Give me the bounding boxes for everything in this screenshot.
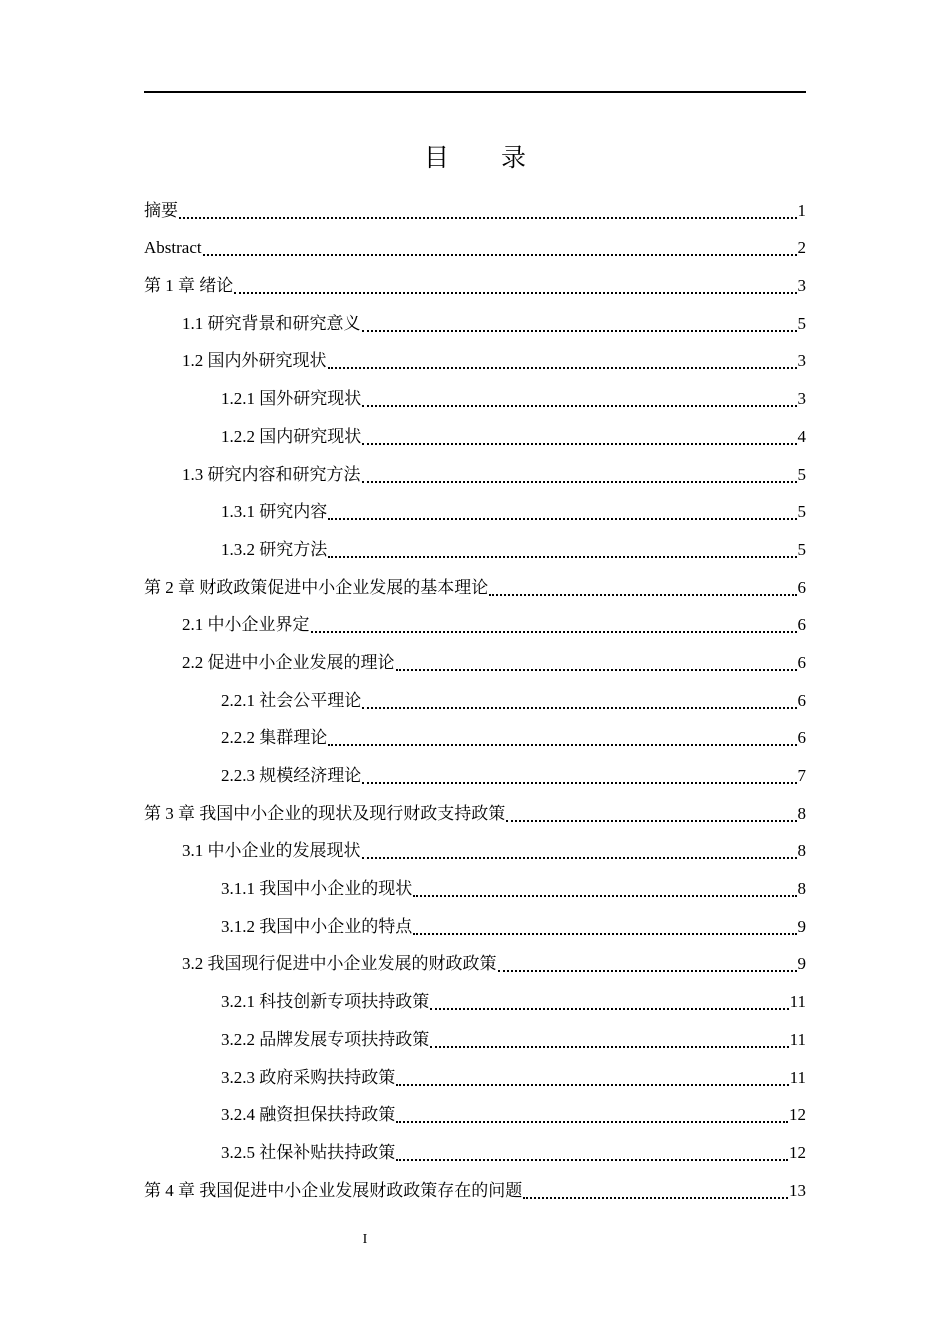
- toc-entry-label: 3.2.1 科技创新专项扶持政策: [221, 992, 430, 1012]
- toc-entry-page-number: 5: [797, 313, 806, 333]
- toc-dot-leader: [362, 707, 796, 709]
- toc-entry-page-number: 5: [797, 539, 806, 559]
- toc-entry[interactable]: [144, 418, 806, 456]
- toc-entry-page-number: 9: [797, 916, 806, 936]
- toc-entry-label: 2.2.1 社会公平理论: [221, 690, 362, 710]
- toc-dot-leader: [489, 594, 796, 596]
- toc-entry[interactable]: [144, 1172, 806, 1210]
- toc-entry-label: 3.2.5 社保补贴扶持政策: [221, 1142, 396, 1162]
- toc-entry-label: 3.1 中小企业的发展现状: [182, 841, 361, 861]
- toc-dot-leader: [362, 443, 796, 445]
- toc-dot-leader: [413, 895, 796, 897]
- toc-entry[interactable]: [144, 343, 806, 381]
- toc-dot-leader: [362, 782, 796, 784]
- toc-entry-page-number: 6: [797, 577, 806, 597]
- toc-entry-page-number: 8: [797, 879, 806, 899]
- header-rule: [144, 91, 806, 93]
- toc-entry-label: 1.2.1 国外研究现状: [221, 389, 362, 409]
- toc-entry-label: 3.2.4 融资担保扶持政策: [221, 1105, 396, 1125]
- toc-dot-leader: [430, 1008, 788, 1010]
- toc-entry-page-number: 11: [789, 1067, 806, 1087]
- toc-dot-leader: [328, 518, 796, 520]
- toc-entry[interactable]: [144, 946, 806, 984]
- toc-entry-label: 2.2.3 规模经济理论: [221, 766, 362, 785]
- toc-dot-leader: [362, 481, 797, 483]
- toc-dot-leader: [362, 330, 797, 332]
- toc-entry-label: 1.3.2 研究方法: [221, 539, 328, 559]
- toc-entry-label: 1.3.1 研究内容: [221, 502, 328, 522]
- toc-entry-page-number: 5: [797, 502, 806, 522]
- toc-entry[interactable]: [144, 569, 806, 607]
- toc-entry-page-number: 6: [797, 690, 806, 710]
- toc-entry-page-number: 6: [797, 652, 806, 672]
- toc-entry-page-number: 11: [789, 992, 806, 1012]
- toc-entry[interactable]: [144, 983, 806, 1021]
- footer-page-number: I: [362, 1232, 368, 1247]
- toc-entry[interactable]: [144, 1021, 806, 1059]
- toc-entry-label: 3.2 我国现行促进中小企业发展的财政政策: [182, 954, 497, 974]
- toc-entry-page-number: 3: [797, 351, 806, 371]
- toc-entry-label: 3.2.2 品牌发展专项扶持政策: [221, 1029, 430, 1049]
- toc-entry-label: 3.2.3 政府采购扶持政策: [221, 1067, 396, 1087]
- toc-entry[interactable]: [144, 456, 806, 494]
- toc-entry-label: 2.2 促进中小企业发展的理论: [182, 652, 395, 672]
- toc-entry[interactable]: [144, 1134, 806, 1172]
- toc-entry-page-number: 8: [797, 841, 806, 861]
- table-of-contents: [144, 192, 806, 1210]
- toc-dot-leader: [498, 970, 797, 972]
- toc-entry-page-number: 1: [797, 200, 806, 220]
- toc-dot-leader: [328, 744, 796, 746]
- toc-entry[interactable]: [144, 607, 806, 645]
- toc-entry[interactable]: [144, 757, 806, 795]
- toc-entry[interactable]: [144, 833, 806, 871]
- toc-entry-label: 1.3 研究内容和研究方法: [182, 464, 361, 484]
- toc-entry-page-number: 4: [797, 426, 806, 446]
- toc-entry-page-number: 6: [797, 615, 806, 635]
- toc-entry[interactable]: [144, 870, 806, 908]
- toc-entry-label: 第 3 章 我国中小企业的现状及现行财政支持政策: [144, 803, 506, 823]
- toc-entry[interactable]: [144, 1059, 806, 1097]
- toc-dot-leader: [328, 367, 797, 369]
- toc-dot-leader: [396, 1084, 788, 1086]
- toc-dot-leader: [179, 217, 797, 219]
- toc-entry[interactable]: [144, 380, 806, 418]
- toc-entry-label: 3.1.1 我国中小企业的现状: [221, 879, 413, 899]
- toc-entry-label: 第 2 章 财政政策促进中小企业发展的基本理论: [144, 577, 489, 597]
- toc-entry[interactable]: [144, 795, 806, 833]
- toc-dot-leader: [362, 857, 797, 859]
- toc-dot-leader: [234, 292, 796, 294]
- toc-entry-label: 1.1 研究背景和研究意义: [182, 313, 361, 333]
- toc-entry-page-number: 8: [797, 803, 806, 823]
- toc-entry-page-number: 6: [797, 728, 806, 748]
- toc-dot-leader: [311, 631, 797, 633]
- toc-entry[interactable]: [144, 305, 806, 343]
- toc-entry-page-number: 12: [789, 1142, 806, 1162]
- toc-entry-page-number: 11: [789, 1029, 806, 1049]
- toc-entry-label: 2.1 中小企业界定: [182, 615, 310, 635]
- toc-entry[interactable]: [144, 267, 806, 305]
- toc-dot-leader: [430, 1046, 788, 1048]
- toc-dot-leader: [413, 933, 796, 935]
- toc-entry[interactable]: [144, 908, 806, 946]
- toc-dot-leader: [328, 556, 796, 558]
- toc-entry-label: 摘要: [144, 200, 178, 220]
- toc-entry-page-number: 9: [797, 954, 806, 974]
- toc-entry[interactable]: [144, 644, 806, 682]
- toc-entry[interactable]: [144, 531, 806, 569]
- toc-entry-label: 3.1.2 我国中小企业的特点: [221, 916, 413, 936]
- toc-entry-label: 1.2 国内外研究现状: [182, 351, 327, 371]
- toc-entry[interactable]: [144, 1097, 806, 1135]
- toc-dot-leader: [506, 820, 796, 822]
- toc-entry[interactable]: [144, 494, 806, 532]
- toc-dot-leader: [396, 1121, 788, 1123]
- toc-entry-label: 第 4 章 我国促进中小企业发展财政政策存在的问题: [144, 1180, 523, 1200]
- toc-dot-leader: [396, 669, 797, 671]
- toc-entry-page-number: 12: [789, 1105, 806, 1125]
- toc-entry[interactable]: [144, 230, 806, 268]
- toc-entry-page-number: 13: [789, 1180, 806, 1200]
- page-title: 目 录: [424, 143, 548, 172]
- toc-dot-leader: [396, 1159, 788, 1161]
- toc-entry-label: 1.2.2 国内研究现状: [221, 426, 362, 446]
- toc-entry-page-number: 3: [797, 276, 806, 296]
- toc-dot-leader: [523, 1197, 788, 1199]
- toc-entry-label: 2.2.2 集群理论: [221, 728, 328, 748]
- toc-entry-page-number: 3: [797, 389, 806, 409]
- toc-entry[interactable]: [144, 720, 806, 758]
- toc-entry-page-number: 7: [797, 766, 806, 785]
- toc-dot-leader: [362, 405, 796, 407]
- toc-dot-leader: [203, 254, 797, 256]
- toc-entry[interactable]: [144, 192, 806, 230]
- toc-entry-label: 第 1 章 绪论: [144, 276, 234, 296]
- toc-entry-label: Abstract: [144, 238, 202, 258]
- toc-entry-page-number: 2: [797, 238, 806, 258]
- toc-entry[interactable]: [144, 682, 806, 720]
- toc-entry-page-number: 5: [797, 464, 806, 484]
